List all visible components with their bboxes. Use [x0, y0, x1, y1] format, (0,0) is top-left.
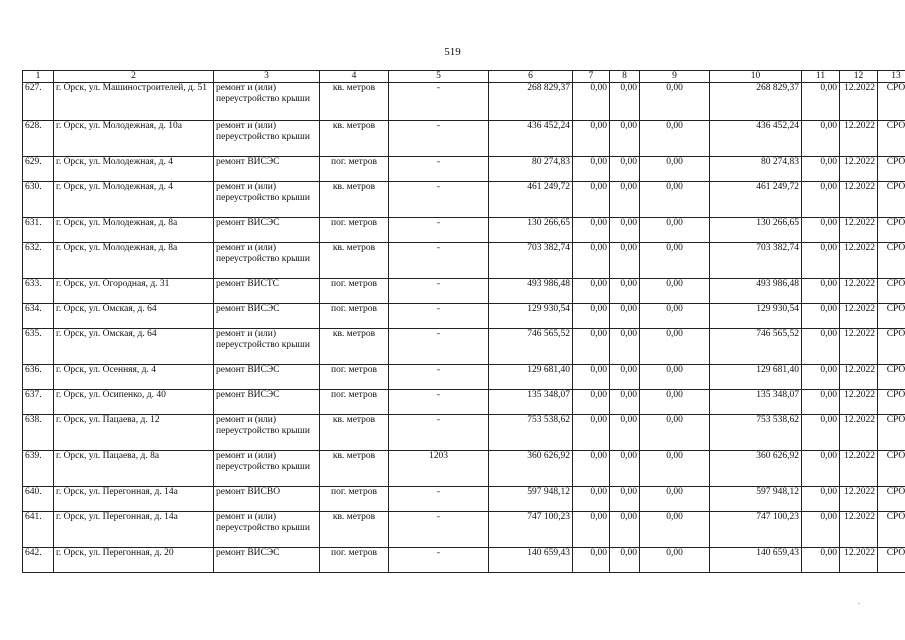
cell-col8: 0,00: [610, 279, 640, 304]
cell-col7: 0,00: [573, 548, 610, 573]
cell-deadline: 12.2022: [840, 279, 878, 304]
cell-total-cost: 436 452,24: [489, 121, 573, 157]
cell-deadline: 12.2022: [840, 304, 878, 329]
cell-row-number: 629.: [23, 157, 54, 182]
table-row: [23, 415, 905, 451]
cell-volume: -: [389, 279, 489, 304]
cell-col10-cost: 140 659,43: [710, 548, 802, 573]
cell-address: г. Орск, ул. Пацаева, д. 8а: [54, 451, 214, 487]
cell-col11: 0,00: [802, 243, 840, 279]
cell-deadline: 12.2022: [840, 83, 878, 121]
cell-row-number: 635.: [23, 329, 54, 365]
cell-work-type: ремонт и (или) переустройство крыши: [214, 182, 320, 218]
cell-address: г. Орск, ул. Перегонная, д. 14а: [54, 487, 214, 512]
cell-col10-cost: 461 249,72: [710, 182, 802, 218]
table-row: [23, 451, 905, 487]
cell-method: СРО: [878, 548, 905, 573]
cell-unit: кв. метров: [320, 329, 389, 365]
cell-col10-cost: 753 538,62: [710, 415, 802, 451]
cell-col8: 0,00: [610, 329, 640, 365]
cell-unit: пог. метров: [320, 487, 389, 512]
cell-unit: кв. метров: [320, 182, 389, 218]
cell-unit: кв. метров: [320, 415, 389, 451]
cell-row-number: 627.: [23, 83, 54, 121]
cell-col10-cost: 746 565,52: [710, 329, 802, 365]
cell-volume: -: [389, 487, 489, 512]
table-row: [23, 304, 905, 329]
cell-method: СРО: [878, 304, 905, 329]
cell-volume: -: [389, 415, 489, 451]
column-header-1: 1: [23, 71, 54, 83]
cell-unit: кв. метров: [320, 83, 389, 121]
cell-deadline: 12.2022: [840, 121, 878, 157]
cell-method: СРО: [878, 512, 905, 548]
cell-col9: 0,00: [640, 279, 710, 304]
table-body: [23, 83, 905, 573]
cell-col8: 0,00: [610, 415, 640, 451]
cell-col11: 0,00: [802, 365, 840, 390]
cell-volume: -: [389, 304, 489, 329]
cell-total-cost: 493 986,48: [489, 279, 573, 304]
cell-address: г. Орск, ул. Омская, д. 64: [54, 329, 214, 365]
cell-col10-cost: 129 681,40: [710, 365, 802, 390]
column-header-3: 3: [214, 71, 320, 83]
cell-volume: -: [389, 218, 489, 243]
cell-col10-cost: 493 986,48: [710, 279, 802, 304]
cell-work-type: ремонт ВИСЭС: [214, 157, 320, 182]
cell-address: г. Орск, ул. Перегонная, д. 20: [54, 548, 214, 573]
column-header-7: 7: [573, 71, 610, 83]
cell-deadline: 12.2022: [840, 451, 878, 487]
cell-row-number: 638.: [23, 415, 54, 451]
cell-col9: 0,00: [640, 415, 710, 451]
cell-total-cost: 703 382,74: [489, 243, 573, 279]
cell-work-type: ремонт и (или) переустройство крыши: [214, 243, 320, 279]
cell-deadline: 12.2022: [840, 487, 878, 512]
cell-work-type: ремонт и (или) переустройство крыши: [214, 451, 320, 487]
cell-volume: -: [389, 365, 489, 390]
cell-col10-cost: 129 930,54: [710, 304, 802, 329]
cell-col7: 0,00: [573, 304, 610, 329]
cell-volume: 1203: [389, 451, 489, 487]
cell-col9: 0,00: [640, 157, 710, 182]
cell-address: г. Орск, ул. Молодежная, д. 4: [54, 182, 214, 218]
cell-col11: 0,00: [802, 157, 840, 182]
cell-unit: кв. метров: [320, 243, 389, 279]
cell-col9: 0,00: [640, 304, 710, 329]
cell-row-number: 642.: [23, 548, 54, 573]
cell-col8: 0,00: [610, 451, 640, 487]
cell-col7: 0,00: [573, 329, 610, 365]
cell-row-number: 628.: [23, 121, 54, 157]
cell-method: СРО: [878, 279, 905, 304]
cell-address: г. Орск, ул. Молодежная, д. 8а: [54, 218, 214, 243]
cell-volume: -: [389, 157, 489, 182]
cell-address: г. Орск, ул. Омская, д. 64: [54, 304, 214, 329]
cell-address: г. Орск, ул. Машиностроителей, д. 51: [54, 83, 214, 121]
cell-total-cost: 753 538,62: [489, 415, 573, 451]
cell-method: СРО: [878, 182, 905, 218]
cell-total-cost: 746 565,52: [489, 329, 573, 365]
cell-total-cost: 135 348,07: [489, 390, 573, 415]
cell-row-number: 640.: [23, 487, 54, 512]
cell-col9: 0,00: [640, 83, 710, 121]
cell-address: г. Орск, ул. Осенняя, д. 4: [54, 365, 214, 390]
cell-unit: пог. метров: [320, 390, 389, 415]
cell-col7: 0,00: [573, 487, 610, 512]
cell-work-type: ремонт ВИСВО: [214, 487, 320, 512]
cell-col10-cost: 135 348,07: [710, 390, 802, 415]
cell-col10-cost: 597 948,12: [710, 487, 802, 512]
cell-col7: 0,00: [573, 279, 610, 304]
cell-work-type: ремонт и (или) переустройство крыши: [214, 415, 320, 451]
cell-col9: 0,00: [640, 243, 710, 279]
cell-col11: 0,00: [802, 512, 840, 548]
cell-work-type: ремонт ВИСЭС: [214, 304, 320, 329]
cell-row-number: 641.: [23, 512, 54, 548]
cell-volume: -: [389, 121, 489, 157]
cell-col8: 0,00: [610, 365, 640, 390]
cell-method: СРО: [878, 243, 905, 279]
cell-total-cost: 80 274,83: [489, 157, 573, 182]
cell-method: СРО: [878, 415, 905, 451]
cell-method: СРО: [878, 487, 905, 512]
column-header-11: 11: [802, 71, 840, 83]
cell-col7: 0,00: [573, 83, 610, 121]
cell-unit: пог. метров: [320, 548, 389, 573]
table-row: [23, 83, 905, 121]
cell-col11: 0,00: [802, 121, 840, 157]
repair-table: [22, 70, 905, 573]
cell-col7: 0,00: [573, 157, 610, 182]
cell-col9: 0,00: [640, 548, 710, 573]
cell-col8: 0,00: [610, 182, 640, 218]
cell-deadline: 12.2022: [840, 548, 878, 573]
cell-col9: 0,00: [640, 512, 710, 548]
cell-row-number: 632.: [23, 243, 54, 279]
cell-total-cost: 129 681,40: [489, 365, 573, 390]
cell-work-type: ремонт и (или) переустройство крыши: [214, 512, 320, 548]
column-header-2: 2: [54, 71, 214, 83]
cell-volume: -: [389, 512, 489, 548]
cell-col9: 0,00: [640, 182, 710, 218]
cell-col7: 0,00: [573, 218, 610, 243]
cell-col8: 0,00: [610, 121, 640, 157]
cell-col8: 0,00: [610, 512, 640, 548]
table-row: [23, 182, 905, 218]
cell-col8: 0,00: [610, 548, 640, 573]
cell-col11: 0,00: [802, 182, 840, 218]
cell-deadline: 12.2022: [840, 512, 878, 548]
table-row: [23, 390, 905, 415]
cell-col10-cost: 703 382,74: [710, 243, 802, 279]
cell-address: г. Орск, ул. Молодежная, д. 8а: [54, 243, 214, 279]
cell-col11: 0,00: [802, 279, 840, 304]
cell-deadline: 12.2022: [840, 365, 878, 390]
cell-row-number: 634.: [23, 304, 54, 329]
cell-col11: 0,00: [802, 304, 840, 329]
column-header-12: 12: [840, 71, 878, 83]
cell-volume: -: [389, 243, 489, 279]
cell-total-cost: 129 930,54: [489, 304, 573, 329]
cell-total-cost: 140 659,43: [489, 548, 573, 573]
cell-work-type: ремонт ВИСТС: [214, 279, 320, 304]
cell-deadline: 12.2022: [840, 243, 878, 279]
cell-row-number: 636.: [23, 365, 54, 390]
cell-col11: 0,00: [802, 390, 840, 415]
table-row: [23, 487, 905, 512]
cell-col8: 0,00: [610, 83, 640, 121]
cell-address: г. Орск, ул. Молодежная, д. 10а: [54, 121, 214, 157]
column-header-13: 13: [878, 71, 905, 83]
cell-col11: 0,00: [802, 548, 840, 573]
cell-col11: 0,00: [802, 451, 840, 487]
cell-row-number: 637.: [23, 390, 54, 415]
cell-work-type: ремонт и (или) переустройство крыши: [214, 83, 320, 121]
cell-address: г. Орск, ул. Пацаева, д. 12: [54, 415, 214, 451]
table-row: [23, 365, 905, 390]
cell-unit: пог. метров: [320, 304, 389, 329]
cell-unit: пог. метров: [320, 218, 389, 243]
cell-col7: 0,00: [573, 243, 610, 279]
cell-deadline: 12.2022: [840, 218, 878, 243]
cell-work-type: ремонт ВИСЭС: [214, 218, 320, 243]
cell-method: СРО: [878, 365, 905, 390]
cell-unit: пог. метров: [320, 279, 389, 304]
cell-volume: -: [389, 548, 489, 573]
cell-deadline: 12.2022: [840, 390, 878, 415]
cell-address: г. Орск, ул. Молодежная, д. 4: [54, 157, 214, 182]
cell-method: СРО: [878, 390, 905, 415]
cell-volume: -: [389, 390, 489, 415]
cell-col7: 0,00: [573, 365, 610, 390]
cell-address: г. Орск, ул. Осипенко, д. 40: [54, 390, 214, 415]
cell-method: СРО: [878, 83, 905, 121]
cell-method: СРО: [878, 157, 905, 182]
cell-col9: 0,00: [640, 451, 710, 487]
column-header-5: 5: [389, 71, 489, 83]
cell-work-type: ремонт ВИСЭС: [214, 548, 320, 573]
scan-speck: [858, 603, 860, 604]
cell-col8: 0,00: [610, 390, 640, 415]
cell-col11: 0,00: [802, 329, 840, 365]
cell-col10-cost: 80 274,83: [710, 157, 802, 182]
header-row: [23, 71, 905, 83]
cell-row-number: 630.: [23, 182, 54, 218]
cell-work-type: ремонт ВИСЭС: [214, 390, 320, 415]
cell-col9: 0,00: [640, 487, 710, 512]
cell-col8: 0,00: [610, 304, 640, 329]
cell-unit: кв. метров: [320, 512, 389, 548]
cell-deadline: 12.2022: [840, 182, 878, 218]
cell-col7: 0,00: [573, 390, 610, 415]
cell-method: СРО: [878, 218, 905, 243]
cell-col9: 0,00: [640, 329, 710, 365]
cell-deadline: 12.2022: [840, 329, 878, 365]
table-row: [23, 243, 905, 279]
cell-deadline: 12.2022: [840, 157, 878, 182]
cell-total-cost: 597 948,12: [489, 487, 573, 512]
cell-deadline: 12.2022: [840, 415, 878, 451]
table-header: [23, 71, 905, 83]
cell-volume: -: [389, 182, 489, 218]
cell-col9: 0,00: [640, 390, 710, 415]
cell-col8: 0,00: [610, 218, 640, 243]
cell-col10-cost: 130 266,65: [710, 218, 802, 243]
cell-address: г. Орск, ул. Огородная, д. 31: [54, 279, 214, 304]
column-header-8: 8: [610, 71, 640, 83]
cell-col8: 0,00: [610, 157, 640, 182]
cell-volume: -: [389, 83, 489, 121]
page-number: 519: [444, 46, 461, 58]
cell-work-type: ремонт и (или) переустройство крыши: [214, 329, 320, 365]
table-row: [23, 279, 905, 304]
cell-method: СРО: [878, 121, 905, 157]
cell-address: г. Орск, ул. Перегонная, д. 14а: [54, 512, 214, 548]
cell-volume: -: [389, 329, 489, 365]
cell-col11: 0,00: [802, 218, 840, 243]
cell-col8: 0,00: [610, 487, 640, 512]
cell-col7: 0,00: [573, 182, 610, 218]
column-header-10: 10: [710, 71, 802, 83]
table-row: [23, 157, 905, 182]
cell-row-number: 631.: [23, 218, 54, 243]
cell-total-cost: 461 249,72: [489, 182, 573, 218]
table-row: [23, 218, 905, 243]
cell-col10-cost: 436 452,24: [710, 121, 802, 157]
column-header-9: 9: [640, 71, 710, 83]
cell-unit: пог. метров: [320, 157, 389, 182]
cell-total-cost: 360 626,92: [489, 451, 573, 487]
cell-col11: 0,00: [802, 415, 840, 451]
table-row: [23, 329, 905, 365]
column-header-4: 4: [320, 71, 389, 83]
table-row: [23, 548, 905, 573]
cell-work-type: ремонт и (или) переустройство крыши: [214, 121, 320, 157]
cell-unit: кв. метров: [320, 451, 389, 487]
cell-col7: 0,00: [573, 121, 610, 157]
cell-col10-cost: 268 829,37: [710, 83, 802, 121]
cell-unit: кв. метров: [320, 121, 389, 157]
cell-col10-cost: 360 626,92: [710, 451, 802, 487]
cell-total-cost: 747 100,23: [489, 512, 573, 548]
cell-method: СРО: [878, 451, 905, 487]
cell-col7: 0,00: [573, 451, 610, 487]
cell-col7: 0,00: [573, 415, 610, 451]
cell-row-number: 639.: [23, 451, 54, 487]
cell-col11: 0,00: [802, 487, 840, 512]
cell-col7: 0,00: [573, 512, 610, 548]
cell-col9: 0,00: [640, 365, 710, 390]
column-header-6: 6: [489, 71, 573, 83]
cell-total-cost: 130 266,65: [489, 218, 573, 243]
cell-col9: 0,00: [640, 218, 710, 243]
cell-col11: 0,00: [802, 83, 840, 121]
table-row: [23, 512, 905, 548]
cell-work-type: ремонт ВИСЭС: [214, 365, 320, 390]
cell-col9: 0,00: [640, 121, 710, 157]
cell-col10-cost: 747 100,23: [710, 512, 802, 548]
cell-total-cost: 268 829,37: [489, 83, 573, 121]
cell-col8: 0,00: [610, 243, 640, 279]
cell-unit: пог. метров: [320, 365, 389, 390]
cell-row-number: 633.: [23, 279, 54, 304]
table-row: [23, 121, 905, 157]
cell-method: СРО: [878, 329, 905, 365]
